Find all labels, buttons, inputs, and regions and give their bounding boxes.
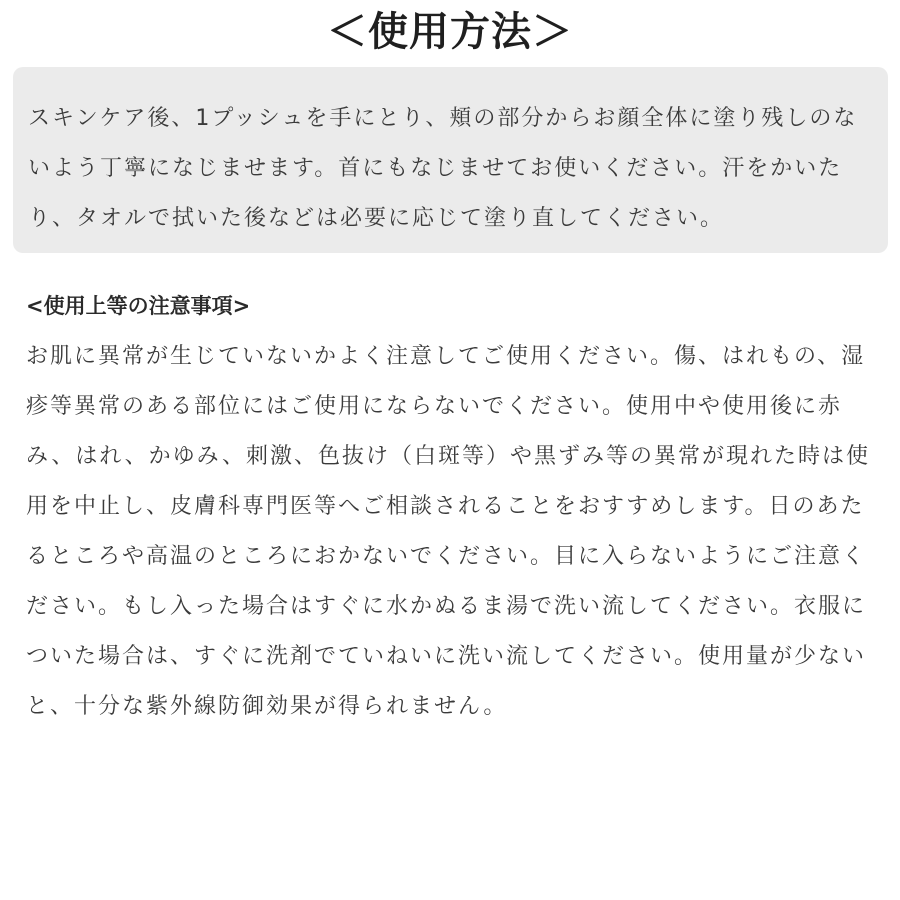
page-title: ＜使用方法＞ — [327, 9, 573, 55]
caution-text: お肌に異常が生じていないかよく注意してご使用ください。傷、はれもの、湿疹等異常のある部位にはご使用にならないでください。使用中や使用後に赤み、はれ、かゆみ、刺激、色抜け（白斑等）や黒ずみ等の異常が現れた時は使用を中止し、皮膚科専門医等へご相談されることをおすすめします。日のあたるところや高温のところにおかないでください。目に入らないようにご注意ください。もし入った場合はすぐに水かぬるま湯で洗い流してください。衣服についた場合は、すぐに洗剤でていねいに洗い流してください。使用量が少ないと、十分な紫外線防御効果が得られません。 — [26, 344, 870, 719]
usage-instructions-text: スキンケア後、1プッシュを手にとり、頬の部分からお顔全体に塗り残しのないよう丁寧になじませます。首にもなじませてお使いください。汗をかいたり、タオルで拭いた後などは必要に応じて塗り直してください。 — [28, 106, 858, 231]
caution-heading: <使用上等の注意事項> — [26, 294, 251, 318]
usage-instructions-box — [13, 67, 888, 253]
